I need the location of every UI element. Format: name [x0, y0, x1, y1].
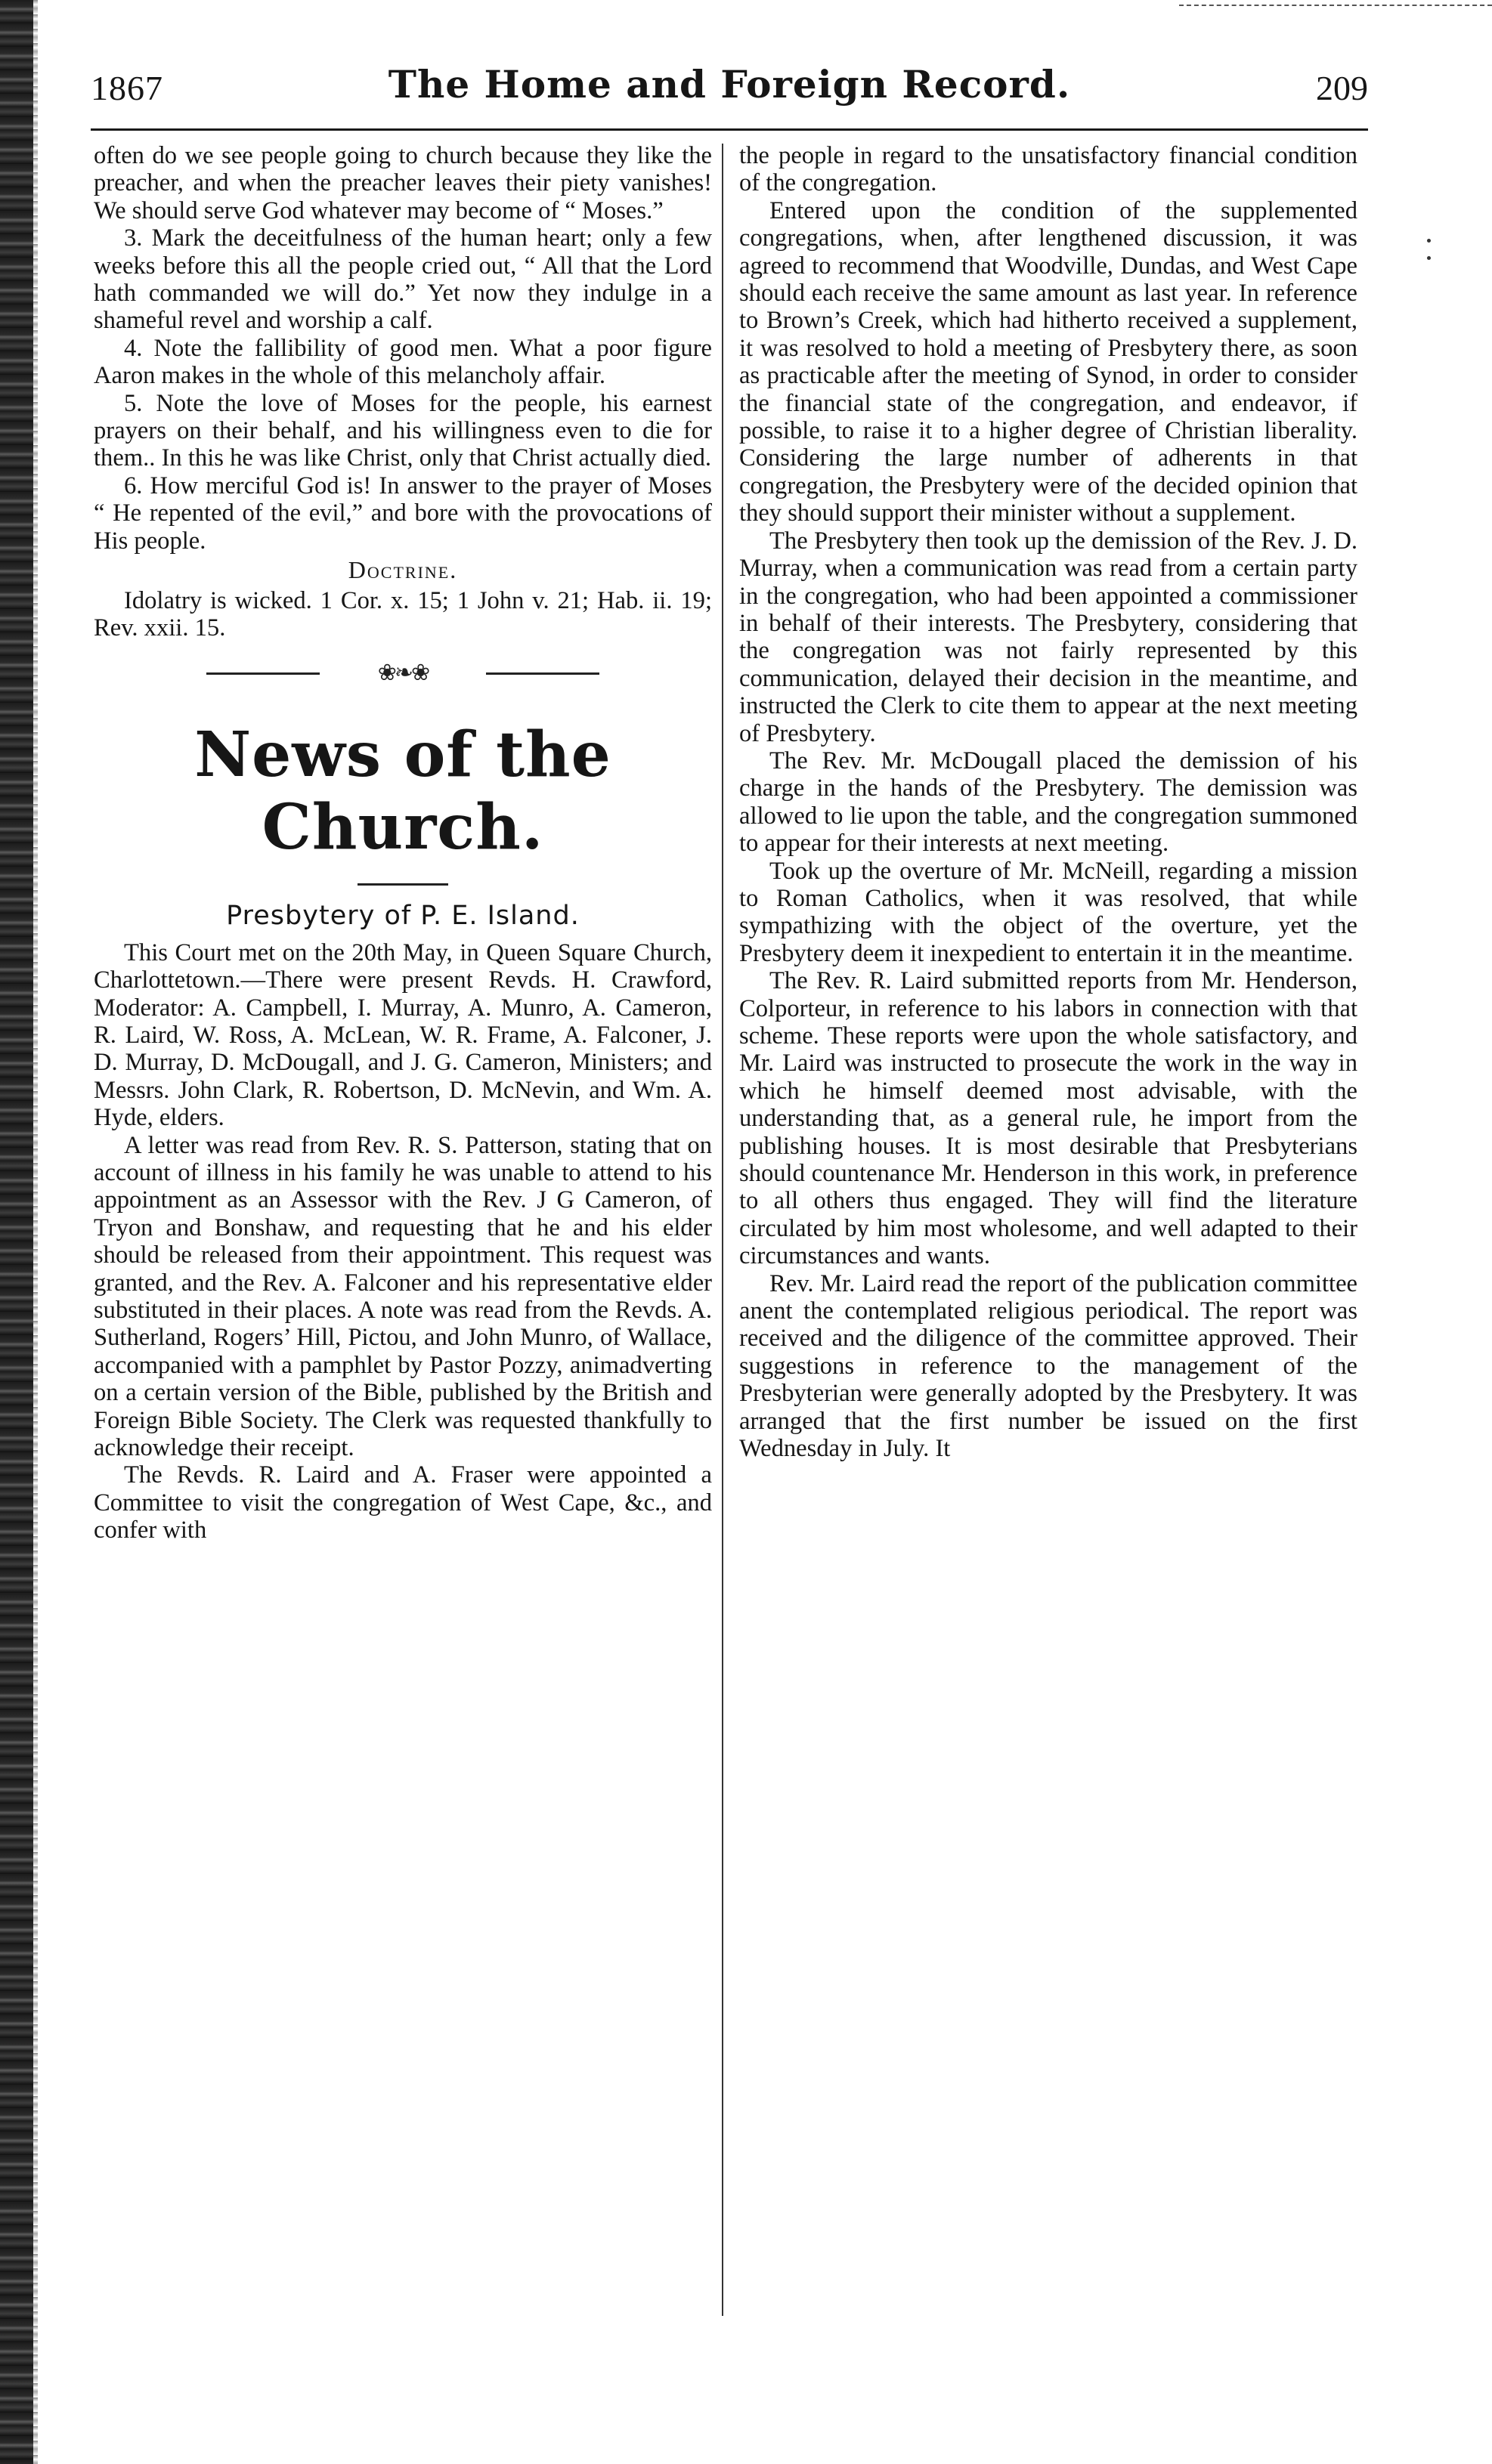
- binding-edge: [0, 0, 33, 2464]
- ornament-line-left: [206, 672, 320, 675]
- paragraph: The Presbytery then took up the demission of the Rev. J. D. Murray, when a communication was read from a certain party in the congregation, who had been appointed a commissioner in behalf of their interests. The Presbytery, considering that the congregation was not fairly represented by this communication, delayed their decision in the meantime, and instructed the Clerk to cite them to appear at the next meeting of Presbytery.: [739, 527, 1357, 747]
- margin-marks: [1427, 239, 1435, 281]
- paragraph: 5. Note the love of Moses for the people, his earnest prayers on their behalf, and his willingness even to die for them.. In this he was like Christ, only that Christ actually died.: [94, 389, 712, 472]
- paragraph: 3. Mark the deceitfulness of the human heart; only a few weeks before this all the people cried out, “ All that the Lord hath commanded we will do.” Yet now they indulge in a shameful revel and worship a calf.: [94, 224, 712, 335]
- header-page-number: 209: [1316, 69, 1368, 107]
- left-column: [94, 142, 712, 1544]
- subsection-title: Presbytery of P. E. Island.: [226, 901, 580, 932]
- paragraph: 6. How merciful God is! In answer to the prayer of Moses “ He repented of the evil,” and bore with the provocations of His people.: [94, 471, 712, 555]
- header-rule: [91, 128, 1368, 131]
- right-column-paragraphs: [739, 142, 1357, 1463]
- left-column-paragraphs: [94, 142, 712, 555]
- paragraph: 4. Note the fallibility of good men. What a poor figure Aaron makes in the whole of this melancholy affair.: [94, 334, 712, 390]
- left-column-report-paragraphs: [94, 939, 712, 1544]
- doctrine-heading: Doctrine.: [348, 556, 458, 584]
- right-column: [739, 142, 1357, 1463]
- margin-dot: [1427, 239, 1431, 243]
- section-short-rule: [358, 883, 448, 886]
- section-title: News of the Church.: [194, 719, 611, 864]
- paragraph: The Rev. Mr. McDougall placed the demission of his charge in the hands of the Presbytery. The demission was allowed to lie upon the table, and the congregation summoned to appear for their interests at next meeting.: [739, 747, 1357, 858]
- paragraph: the people in regard to the unsatisfactory financial condition of the congregation.: [739, 142, 1357, 197]
- header-year: 1867: [91, 69, 163, 107]
- doctrine-text: Idolatry is wicked. 1 Cor. x. 15; 1 John v. 21; Hab. ii. 19; Rev. xxii. 15.: [94, 586, 712, 642]
- ornament-knot: ❀❧❀: [377, 660, 429, 686]
- header-title: The Home and Foreign Record.: [388, 62, 1071, 107]
- section-ornament: [206, 658, 599, 688]
- paragraph: Took up the overture of Mr. McNeill, regarding a mission to Roman Catholics, when it was resolved, that while sympathizing with the object of the overture, yet the Presbytery deem it inexpedient to entertain it in the meantime.: [739, 857, 1357, 967]
- margin-dot: [1427, 256, 1431, 260]
- paragraph: The Rev. R. Laird submitted reports from Mr. Henderson, Colporteur, in reference to his labors in connection with that scheme. These reports were upon the whole satisfactory, and Mr. Laird was instructed to prosecute the work in the way in which he himself deemed most advisable, with the understanding that, as a general rule, he import from the publishing houses. It is most desirable that Presbyterians should countenance Mr. Henderson in this work, in preference to all others thus engaged. They will find the literature circulated by him most wholesome, and well adapted to their circumstances and wants.: [739, 967, 1357, 1270]
- ornament-line-right: [486, 672, 599, 675]
- paragraph: Rev. Mr. Laird read the report of the publication committee anent the contemplated religious periodical. The report was received and the diligence of the committee approved. Their suggestions in reference to the management of the Presbyterian were generally adopted by the Presbytery. It was arranged that the first number be issued on the first Wednesday in July. It: [739, 1269, 1357, 1463]
- column-divider: [722, 144, 723, 2316]
- paragraph: This Court met on the 20th May, in Queen Square Church, Charlottetown.—There were present Revds. H. Crawford, Moderator: A. Campbell, I. Murray, A. Munro, A. Cameron, R. Laird, W. Ross, A. McLean, W. R. Frame, A. Falconer, J. D. Murray, D. McDougall, and J. G. Cameron, Ministers; and Messrs. John Clark, R. Robertson, D. McNevin, and Wm. A. Hyde, elders.: [94, 938, 712, 1132]
- paragraph: often do we see people going to church because they like the preacher, and when the preacher leaves their piety vanishes! We should serve God whatever may become of “ Moses.”: [94, 142, 712, 224]
- top-edge-rule: [1179, 5, 1492, 6]
- paragraph: A letter was read from Rev. R. S. Patterson, stating that on account of illness in his family he was unable to attend to his appointment as an Assessor with the Rev. J G Cameron, of Tryon and Bonshaw, and requesting that he and his elder should be released from their appointment. This request was granted, and the Rev. A. Falconer and his representative elder substituted in their places. A note was read from the Revds. A. Sutherland, Rogers’ Hill, Pictou, and John Munro, of Wallace, accompanied with a pamphlet by Pastor Pozzy, animadverting on a certain version of the Bible, published by the British and Foreign Bible Society. The Clerk was requested thankfully to acknowledge their receipt.: [94, 1131, 712, 1462]
- paragraph: The Revds. R. Laird and A. Fraser were appointed a Committee to visit the congregation of West Cape, &c., and confer with: [94, 1461, 712, 1544]
- page-header: [91, 59, 1368, 127]
- paragraph: Entered upon the condition of the supplemented congregations, when, after lengthened discussion, it was agreed to recommend that Woodville, Dundas, and West Cape should each receive the same amount as last year. In reference to Brown’s Creek, which had hitherto received a supplement, it was resolved to hold a meeting of Presbytery there, as soon as practicable after the meeting of Synod, in order to consider the financial state of the congregation, and endeavor, if possible, to raise it to a higher degree of Christian liberality. Considering the large number of adherents in that congregation, the Presbytery were of the decided opinion that they should support their minister without a supplement.: [739, 196, 1357, 527]
